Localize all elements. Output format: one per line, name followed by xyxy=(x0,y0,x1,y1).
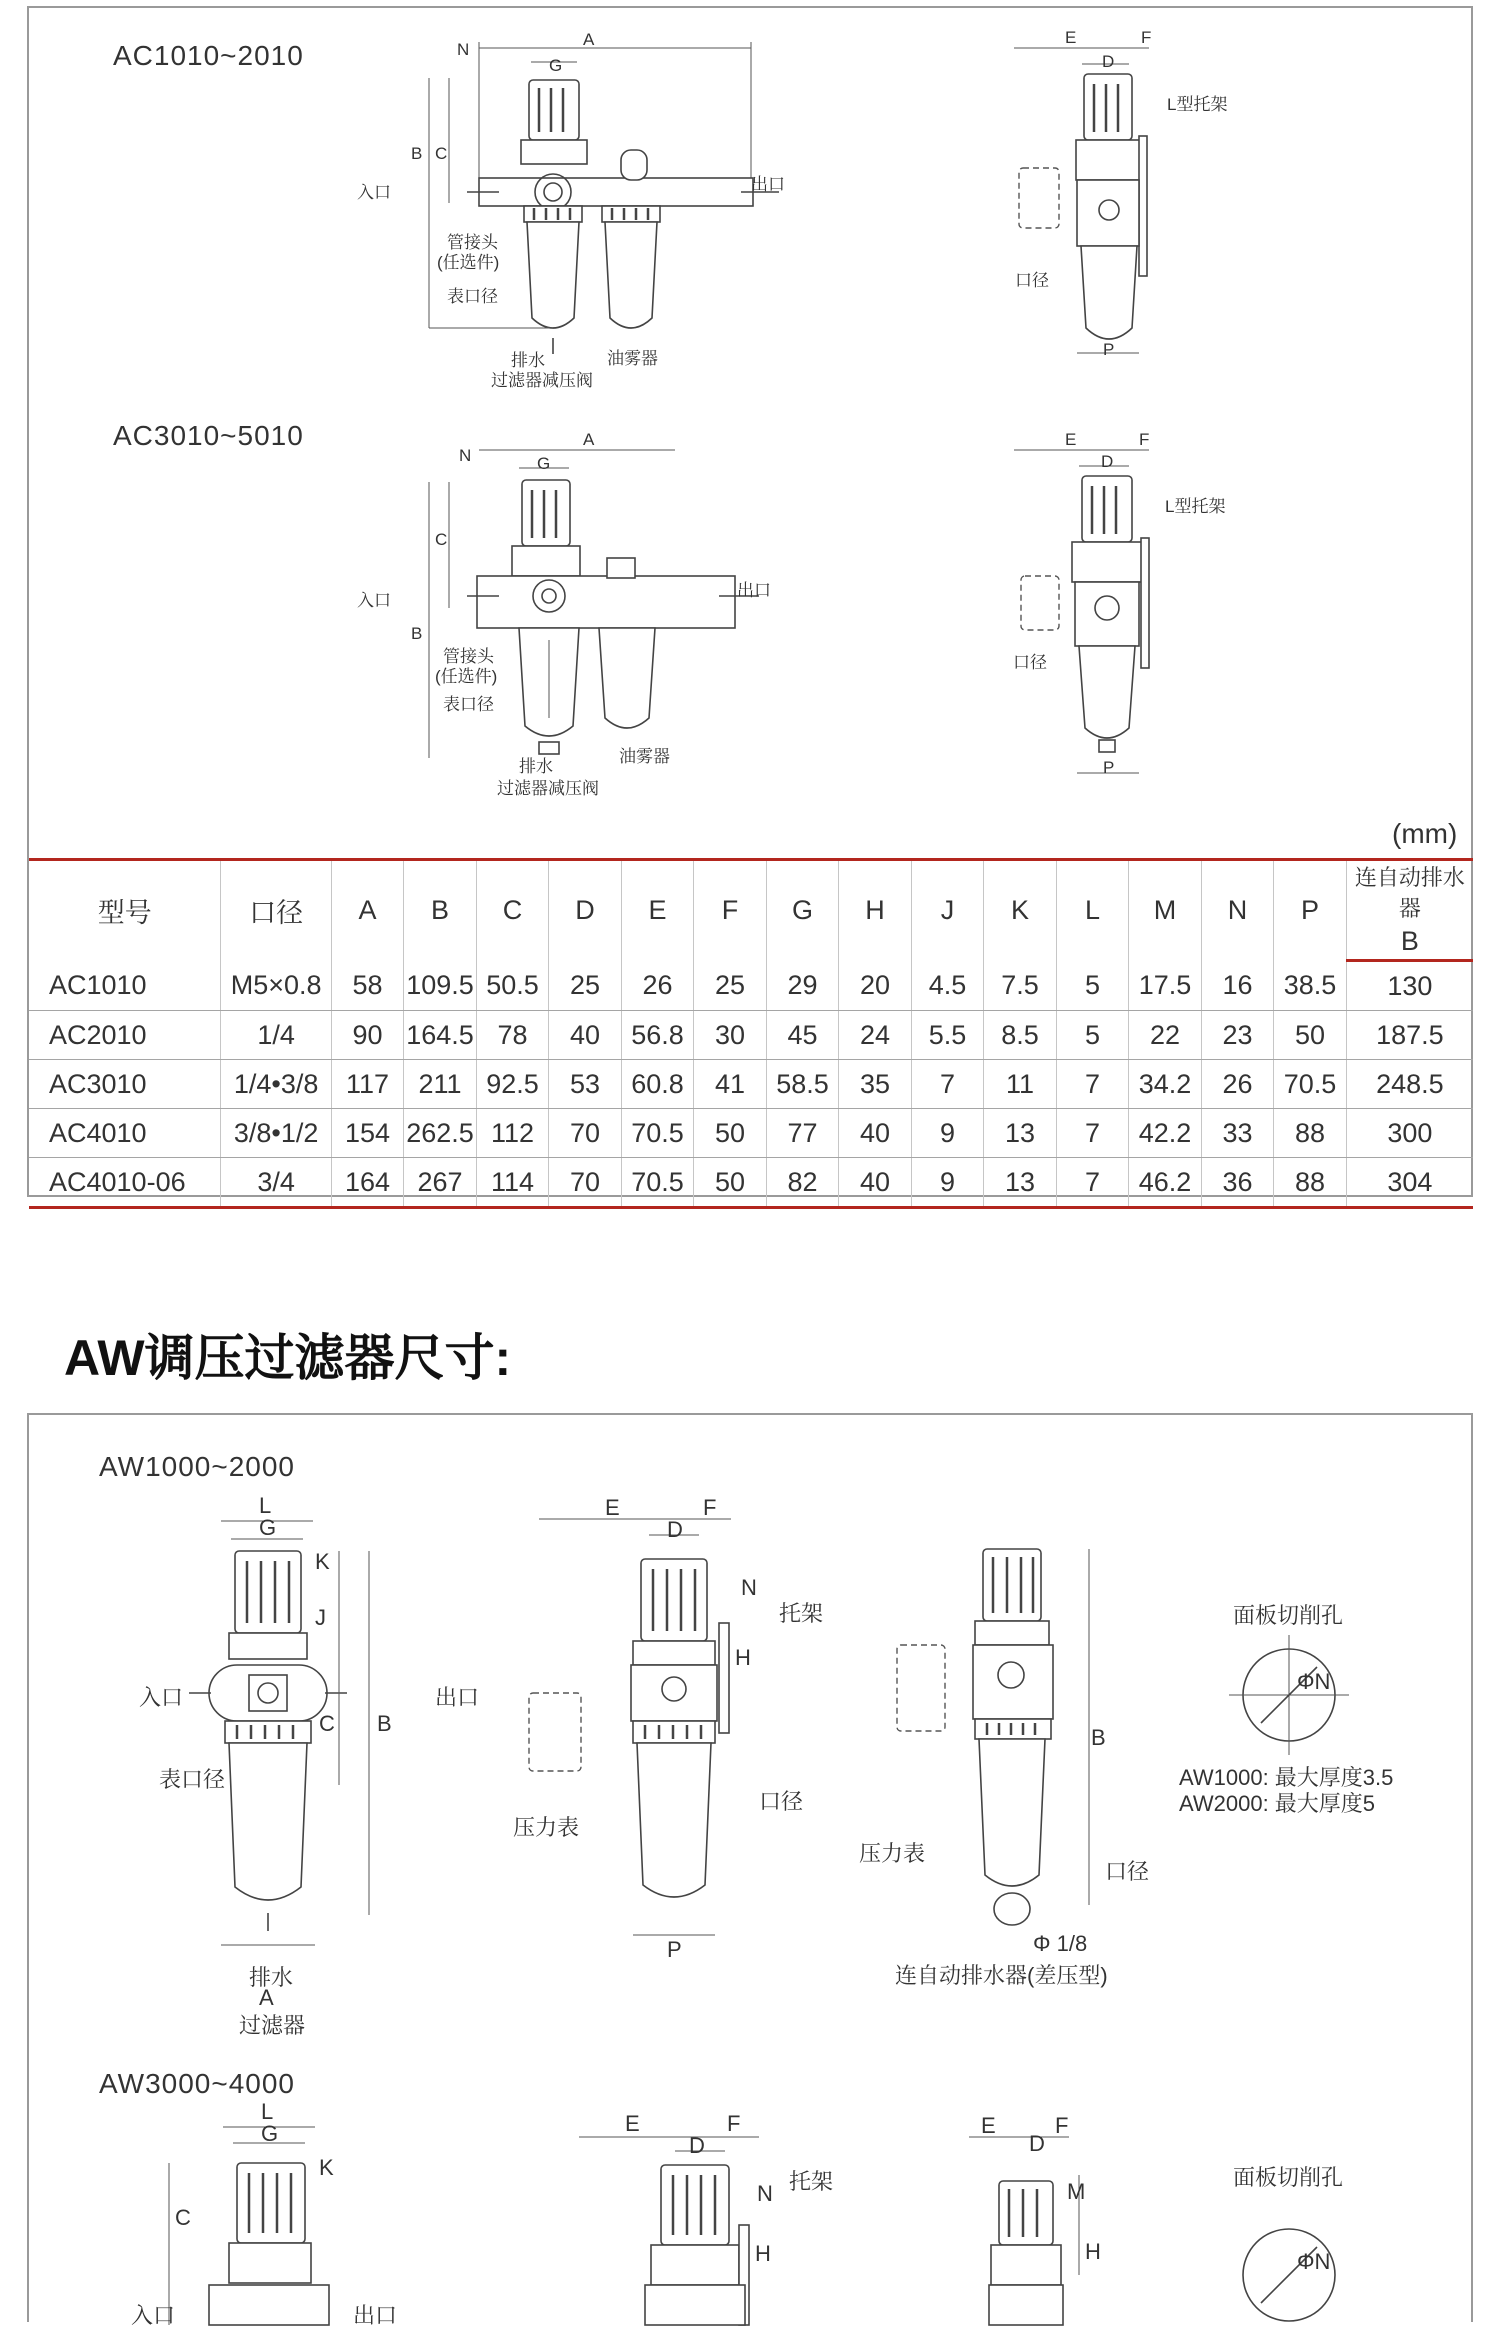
diagram-label-outlet: 出口 xyxy=(751,175,785,194)
ac-dimension-panel xyxy=(27,6,1473,1197)
aw-section-heading: AW调压过滤器尺寸: xyxy=(64,1330,512,1386)
table-cell: 70.5 xyxy=(621,1158,694,1208)
table-cell: 304 xyxy=(1346,1158,1473,1208)
table-row xyxy=(29,1011,1473,1060)
aw-large-auto-drain-view-diagram: E D F M H xyxy=(909,2115,1149,2325)
aw-label-panel-cutout: 面板切削孔 xyxy=(1233,1603,1344,1628)
table-cell: 70.5 xyxy=(621,1109,694,1158)
header-port: 口径 xyxy=(221,860,331,961)
diagram-label-optional: (任选件) xyxy=(437,253,500,272)
table-cell: 164 xyxy=(331,1158,404,1208)
table-row xyxy=(29,1109,1473,1158)
table-cell: 5 xyxy=(1056,1011,1129,1060)
diagram-label-l-bracket-2: L型托架 xyxy=(1165,497,1226,516)
table-cell: 40 xyxy=(839,1158,912,1208)
ac-spec-table-body xyxy=(29,961,1473,1208)
table-cell: 88 xyxy=(1274,1158,1347,1208)
ac-large-side-view-diagram: E D F L型托架 口径 P xyxy=(1013,430,1226,777)
aw-label-drain: 排水 xyxy=(249,1965,294,1990)
aw-label-pressure-gauge: 压力表 xyxy=(513,1815,580,1840)
table-cell: 262.5 xyxy=(404,1109,477,1158)
table-cell: 33 xyxy=(1201,1109,1274,1158)
table-cell: 38.5 xyxy=(1274,961,1347,1011)
aw-label-inlet: 入口 xyxy=(139,1685,184,1710)
table-cell: 45 xyxy=(766,1011,839,1060)
table-cell: 164.5 xyxy=(404,1011,477,1060)
header-l: L xyxy=(1056,860,1129,961)
table-cell: 114 xyxy=(476,1158,549,1208)
table-cell: 26 xyxy=(1201,1060,1274,1109)
table-cell: 40 xyxy=(839,1109,912,1158)
diagram-label-inlet-2: 入口 xyxy=(357,591,391,610)
diagram-label-drain-2: 排水 xyxy=(519,757,553,776)
table-cell: 60.8 xyxy=(621,1060,694,1109)
aw-small-front-view-diagram: L G K J C B 入口 出口 表口径 排水 A 过滤器 xyxy=(139,1493,480,2038)
table-cell: 248.5 xyxy=(1346,1060,1473,1109)
table-cell-model: AC2010 xyxy=(29,1011,221,1060)
diagram-label-inlet: 入口 xyxy=(357,183,391,202)
table-cell: 22 xyxy=(1129,1011,1202,1060)
table-cell: 50 xyxy=(694,1109,767,1158)
aw-label-panel-cutout-2: 面板切削孔 xyxy=(1233,2165,1344,2190)
header-k: K xyxy=(984,860,1057,961)
table-cell: 70.5 xyxy=(1274,1060,1347,1109)
table-cell: 29 xyxy=(766,961,839,1011)
table-cell: 211 xyxy=(404,1060,477,1109)
diagram-label-pipe-fitting: 管接头 xyxy=(447,233,498,252)
diagram-label-pipe-fitting-2: 管接头 xyxy=(443,647,494,666)
table-cell: 50 xyxy=(694,1158,767,1208)
diagram-label-drain: 排水 xyxy=(511,351,545,370)
table-cell: 53 xyxy=(549,1060,622,1109)
table-cell: 50.5 xyxy=(476,961,549,1011)
table-cell: 41 xyxy=(694,1060,767,1109)
ac-spec-table xyxy=(29,858,1473,1209)
diagram-label-gauge-port-2: 表口径 xyxy=(443,695,494,714)
table-cell: 23 xyxy=(1201,1011,1274,1060)
header-h: H xyxy=(839,860,912,961)
header-p: P xyxy=(1274,860,1347,961)
table-cell: 300 xyxy=(1346,1109,1473,1158)
header-d: D xyxy=(549,860,622,961)
table-cell: 58.5 xyxy=(766,1060,839,1109)
table-cell: 42.2 xyxy=(1129,1109,1202,1158)
table-cell: 46.2 xyxy=(1129,1158,1202,1208)
header-e: E xyxy=(621,860,694,961)
table-cell-model: AC1010 xyxy=(29,961,221,1011)
diagram-label-filter-regulator-2: 过滤器减压阀 xyxy=(497,779,599,798)
table-cell: 9 xyxy=(911,1109,984,1158)
aw-label-gauge-port: 表口径 xyxy=(159,1767,226,1792)
model-range-ac1010-2010: AC1010~2010 xyxy=(113,40,304,71)
table-cell: 5 xyxy=(1056,961,1129,1011)
aw-note-aw1000: AW1000: 最大厚度3.5 xyxy=(1179,1765,1394,1790)
header-model: 型号 xyxy=(29,860,221,961)
aw-label-pressure-gauge-2: 压力表 xyxy=(859,1841,926,1866)
table-cell: 11 xyxy=(984,1060,1057,1109)
table-cell: 25 xyxy=(549,961,622,1011)
diagram-label-gauge-port: 表口径 xyxy=(447,287,498,306)
table-cell: 77 xyxy=(766,1109,839,1158)
ac-spec-table-header xyxy=(29,860,1473,961)
table-cell: 34.2 xyxy=(1129,1060,1202,1109)
aw-auto-drain-view-diagram: B 压力表 口径 Φ 1/8 连自动排水器(差压型) xyxy=(869,1525,1169,1995)
aw-note-aw2000: AW2000: 最大厚度5 xyxy=(1179,1791,1376,1816)
diagram-label-port-2: 口径 xyxy=(1013,653,1047,672)
diagram-label-l-bracket: L型托架 xyxy=(1167,95,1228,114)
table-cell: 7 xyxy=(911,1060,984,1109)
model-range-aw3000-4000: AW3000~4000 xyxy=(99,2068,295,2099)
table-cell: 50 xyxy=(1274,1011,1347,1060)
header-b: B xyxy=(404,860,477,961)
aw-label-diameter-2: ΦN xyxy=(1297,2249,1331,2274)
table-cell: 92.5 xyxy=(476,1060,549,1109)
table-row xyxy=(29,1158,1473,1208)
table-cell: 109.5 xyxy=(404,961,477,1011)
table-cell: M5×0.8 xyxy=(221,961,331,1011)
table-cell-model: AC4010-06 xyxy=(29,1158,221,1208)
header-auto-drain: 连自动排水器 xyxy=(1346,860,1473,924)
header-f: F xyxy=(694,860,767,961)
table-cell: 25 xyxy=(694,961,767,1011)
aw-label-filter: 过滤器 xyxy=(239,2013,306,2038)
header-n: N xyxy=(1201,860,1274,961)
table-cell: 1/4 xyxy=(221,1011,331,1060)
table-cell: 82 xyxy=(766,1158,839,1208)
table-cell: 13 xyxy=(984,1109,1057,1158)
table-row xyxy=(29,1060,1473,1109)
aw-label-bracket-2: 托架 xyxy=(789,2169,834,2194)
table-cell: 130 xyxy=(1346,961,1473,1011)
table-cell: 7 xyxy=(1056,1158,1129,1208)
ac-small-front-view-diagram: N G A B C 入口 出口 管接头 (任选件) 表口径 排水 过滤器减压阀 油雾器 xyxy=(357,30,785,390)
aw-label-bracket: 托架 xyxy=(779,1601,824,1626)
table-row xyxy=(29,961,1473,1011)
model-range-ac3010-5010: AC3010~5010 xyxy=(113,420,304,451)
aw-dimension-panel xyxy=(27,1413,1473,2328)
table-cell: 7 xyxy=(1056,1060,1129,1109)
table-cell: 70 xyxy=(549,1109,622,1158)
table-cell: 35 xyxy=(839,1060,912,1109)
aw-small-side-view-diagram: E D F N 托架 H 压力表 口径 P xyxy=(513,1495,824,1962)
table-cell: 267 xyxy=(404,1158,477,1208)
header-m: M xyxy=(1129,860,1202,961)
table-cell: 117 xyxy=(331,1060,404,1109)
header-j: J xyxy=(911,860,984,961)
table-cell: 7 xyxy=(1056,1109,1129,1158)
table-cell: 88 xyxy=(1274,1109,1347,1158)
diagram-label-lubricator: 油雾器 xyxy=(607,349,658,368)
aw-large-side-view-diagram: E D F N 托架 H xyxy=(549,2115,849,2325)
table-cell: 58 xyxy=(331,961,404,1011)
table-cell: 5.5 xyxy=(911,1011,984,1060)
table-cell: 78 xyxy=(476,1011,549,1060)
aw-large-panel-cutout-diagram xyxy=(1149,2135,1409,2325)
aw-label-inlet-2: 入口 xyxy=(131,2303,176,2328)
table-cell: 26 xyxy=(621,961,694,1011)
table-cell: 13 xyxy=(984,1158,1057,1208)
header-c: C xyxy=(476,860,549,961)
table-cell: 20 xyxy=(839,961,912,1011)
table-cell: 17.5 xyxy=(1129,961,1202,1011)
table-cell: 70 xyxy=(549,1158,622,1208)
diagram-label-optional-2: (任选件) xyxy=(435,667,498,686)
aw-label-thread: Φ 1/8 xyxy=(1033,1931,1088,1956)
diagram-label-outlet-2: 出口 xyxy=(737,581,771,600)
diagram-label-filter-regulator: 过滤器减压阀 xyxy=(491,371,593,390)
aw-label-port: 口径 xyxy=(759,1789,804,1814)
model-range-aw1000-2000: AW1000~2000 xyxy=(99,1451,295,1482)
diagram-label-port: 口径 xyxy=(1015,271,1049,290)
aw-label-outlet: 出口 xyxy=(435,1685,480,1710)
ac-large-front-view-diagram: N G A C B 入口 出口 管接头 (任选件) 表口径 排水 过滤器减压阀 油雾器 xyxy=(357,430,771,798)
header-g: G xyxy=(766,860,839,961)
table-cell: 3/4 xyxy=(221,1158,331,1208)
table-cell: 8.5 xyxy=(984,1011,1057,1060)
table-cell-model: AC4010 xyxy=(29,1109,221,1158)
header-a: A xyxy=(331,860,404,961)
aw-large-front-view-diagram: L G K C 入口 出口 xyxy=(131,2099,398,2328)
table-cell: 1/4•3/8 xyxy=(221,1060,331,1109)
aw-label-diameter: ΦN xyxy=(1297,1669,1331,1694)
table-cell: 3/8•1/2 xyxy=(221,1109,331,1158)
table-cell: 187.5 xyxy=(1346,1011,1473,1060)
table-cell: 56.8 xyxy=(621,1011,694,1060)
aw-label-port-2: 口径 xyxy=(1105,1859,1150,1884)
aw-panel-cutout-diagram xyxy=(1149,1575,1409,1815)
table-cell: 36 xyxy=(1201,1158,1274,1208)
unit-label: (mm) xyxy=(1392,818,1458,849)
table-cell: 24 xyxy=(839,1011,912,1060)
table-cell: 16 xyxy=(1201,961,1274,1011)
table-cell: 40 xyxy=(549,1011,622,1060)
table-cell: 30 xyxy=(694,1011,767,1060)
header-auto-drain-b: B xyxy=(1346,923,1473,961)
aw-label-auto-drain: 连自动排水器(差压型) xyxy=(895,1963,1108,1988)
aw-label-outlet-2: 出口 xyxy=(353,2303,398,2328)
diagram-label-lubricator-2: 油雾器 xyxy=(619,747,670,766)
table-cell: 90 xyxy=(331,1011,404,1060)
table-cell: 7.5 xyxy=(984,961,1057,1011)
ac-small-side-view-diagram: E D F L型托架 口径 P xyxy=(1015,28,1228,359)
table-cell-model: AC3010 xyxy=(29,1060,221,1109)
table-cell: 4.5 xyxy=(911,961,984,1011)
table-cell: 112 xyxy=(476,1109,549,1158)
table-cell: 154 xyxy=(331,1109,404,1158)
table-cell: 9 xyxy=(911,1158,984,1208)
